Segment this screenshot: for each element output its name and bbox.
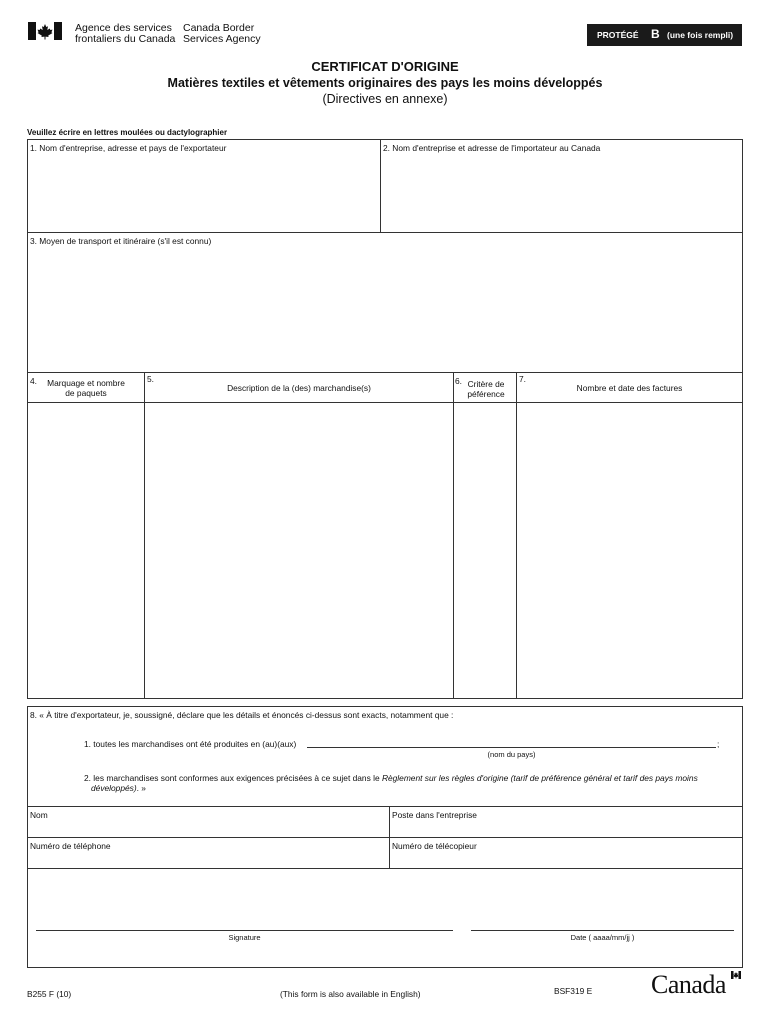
protected-b-banner xyxy=(587,24,742,46)
divider xyxy=(27,868,743,869)
wordmark-text: Canada xyxy=(651,970,726,999)
invoices-field[interactable] xyxy=(517,403,742,698)
wordmark-flag-icon xyxy=(731,971,741,979)
name-field[interactable] xyxy=(28,820,388,836)
field5-label: Description de la (des) marchandise(s) xyxy=(227,383,371,393)
field7-label: Nombre et date des factures xyxy=(576,383,683,393)
agency-en-line1: Canada Border xyxy=(183,22,255,34)
protected-level: B xyxy=(651,27,660,41)
divider xyxy=(27,232,743,233)
english-availability-note: (This form is also available in English) xyxy=(280,989,421,999)
field5-number: 5. xyxy=(147,374,154,384)
declaration-item2-line1 xyxy=(84,773,698,783)
declaration-item2-end: . » xyxy=(136,783,146,793)
declaration-item2-start: 2. les marchandises sont conformes aux exigences précisées à ce sujet dans le xyxy=(84,773,382,783)
signature-field[interactable] xyxy=(36,895,453,930)
divider xyxy=(27,372,743,373)
position-field[interactable] xyxy=(390,820,742,836)
protected-note: (une fois rempli) xyxy=(667,30,734,40)
agency-en-line2: Services Agency xyxy=(183,33,261,45)
field6-number: 6. xyxy=(455,376,462,386)
phone-label: Numéro de téléphone xyxy=(30,841,111,851)
country-field[interactable] xyxy=(307,734,716,747)
markings-field[interactable] xyxy=(28,403,144,698)
field4-label-line1: Marquage et nombre xyxy=(47,378,125,388)
field3-label: 3. Moyen de transport et itinéraire (s'il est connu) xyxy=(30,236,212,246)
field2-label: 2. Nom d'entreprise et adresse de l'importateur au Canada xyxy=(383,143,601,153)
signature-label: Signature xyxy=(228,933,261,942)
importer-field[interactable] xyxy=(381,154,742,231)
declaration-item1-end: ; xyxy=(717,739,720,749)
description-field[interactable] xyxy=(145,403,453,698)
field7-number: 7. xyxy=(519,374,526,384)
date-label: Date ( aaaa/mm/jj ) xyxy=(570,933,635,942)
exporter-field[interactable] xyxy=(28,154,379,231)
form-code: B255 F (10) xyxy=(27,989,72,999)
country-caption: (nom du pays) xyxy=(487,750,536,759)
bsf-code: BSF319 E xyxy=(554,986,593,996)
divider xyxy=(27,837,743,838)
divider xyxy=(27,806,743,807)
form-directives: (Directives en annexe) xyxy=(322,92,448,106)
field1-label: 1. Nom d'entreprise, adresse et pays de l'exportateur xyxy=(30,143,227,153)
form-subtitle: Matières textiles et vêtements originaires des pays les moins développés xyxy=(167,76,603,90)
signature-line xyxy=(36,930,453,931)
preference-field[interactable] xyxy=(454,403,516,698)
declaration-item1: 1. toutes les marchandises ont été produites en (au)(aux) xyxy=(84,739,297,749)
field4-label-line2: de paquets xyxy=(65,388,107,398)
declaration-intro: 8. « À titre d'exportateur, je, soussigné, déclare que les détails et énoncés ci-dessus sont exacts, notamment que : xyxy=(30,710,454,720)
phone-field[interactable] xyxy=(28,851,388,867)
field4-number: 4. xyxy=(30,376,37,386)
canada-flag-icon xyxy=(28,22,62,40)
agency-fr-line1: Agence des services xyxy=(75,22,172,34)
name-label: Nom xyxy=(30,810,48,820)
fax-label: Numéro de télécopieur xyxy=(392,841,477,851)
protected-label: PROTÉGÉ xyxy=(597,30,639,40)
field6-label-line2: péférence xyxy=(467,389,505,399)
fax-field[interactable] xyxy=(390,851,742,867)
date-line xyxy=(471,930,734,931)
regulation-title-end: développés) xyxy=(91,783,137,793)
agency-fr-line2: frontaliers du Canada xyxy=(75,33,176,45)
instruction-text: Veuillez écrire en lettres moulées ou dactylographier xyxy=(27,128,228,137)
form-title: CERTIFICAT D'ORIGINE xyxy=(311,59,459,74)
date-field[interactable] xyxy=(471,895,734,930)
transport-field[interactable] xyxy=(28,247,742,371)
canada-wordmark-logo xyxy=(651,972,726,998)
position-label: Poste dans l'entreprise xyxy=(392,810,477,820)
declaration-item2-line2 xyxy=(91,783,146,793)
field6-label-line1: Critère de xyxy=(467,379,505,389)
regulation-title: Règlement sur les règles d'origine (tarif de préférence général et tarif des pays moins xyxy=(381,773,698,783)
country-line xyxy=(307,747,716,748)
